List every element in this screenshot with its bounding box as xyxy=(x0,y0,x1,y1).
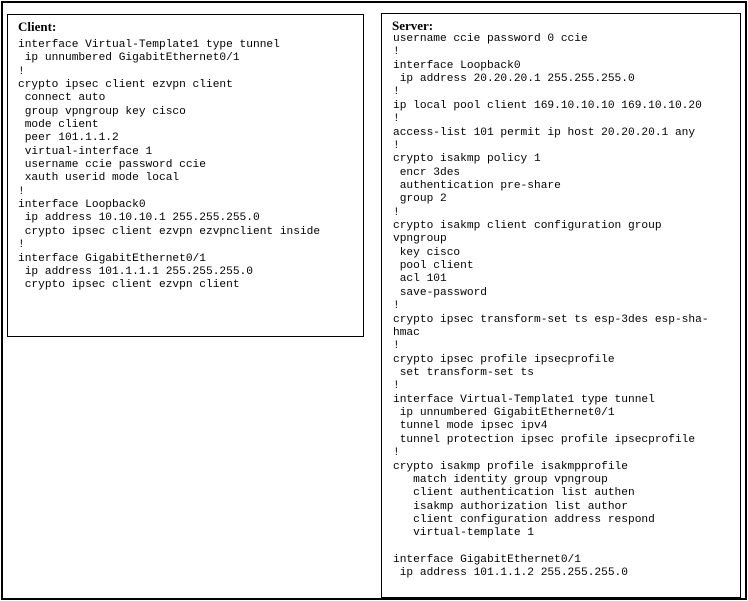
client-title: Client: xyxy=(18,19,57,34)
config-line: crypto ipsec client ezvpn client xyxy=(18,279,240,292)
config-line: ip address 20.20.20.1 255.255.255.0 xyxy=(393,73,635,86)
config-line: acl 101 xyxy=(393,273,447,286)
config-line: virtual-interface 1 xyxy=(18,145,153,158)
config-line: username ccie password 0 ccie xyxy=(393,33,588,45)
config-line: crypto ipsec profile ipsecprofile xyxy=(393,353,615,366)
config-line: crypto ipsec client ezvpn client xyxy=(18,79,233,92)
config-line: ip unnumbered GigabitEthernet0/1 xyxy=(393,407,615,420)
config-line: save-password xyxy=(393,286,487,299)
config-line: ! xyxy=(18,185,25,198)
config-line: interface GigabitEthernet0/1 xyxy=(393,554,581,567)
config-line: ip unnumbered GigabitEthernet0/1 xyxy=(18,52,240,65)
server-config-code xyxy=(393,33,709,581)
config-line: ip address 10.10.10.1 255.255.255.0 xyxy=(18,212,260,225)
config-line: crypto isakmp profile isakmpprofile xyxy=(393,460,628,473)
config-line: client configuration address respond xyxy=(393,513,655,526)
config-line: interface Loopback0 xyxy=(18,199,146,212)
config-line: group vpngroup key cisco xyxy=(18,105,186,118)
config-line: hmac xyxy=(393,326,420,339)
config-line: ! xyxy=(393,300,400,313)
config-line: ! xyxy=(18,239,25,252)
config-line: pool client xyxy=(393,260,474,273)
config-line: ! xyxy=(393,86,400,99)
config-line: connect auto xyxy=(18,92,106,105)
config-line: ! xyxy=(18,65,25,78)
config-line: xauth userid mode local xyxy=(18,172,180,185)
config-line xyxy=(393,541,709,554)
client-config-panel xyxy=(7,14,364,337)
config-line: key cisco xyxy=(393,246,461,259)
config-line: crypto isakmp policy 1 xyxy=(393,153,541,166)
config-line: ! xyxy=(393,340,400,353)
config-line: interface Virtual-Template1 type tunnel xyxy=(18,39,280,51)
client-config-code xyxy=(18,39,320,293)
config-line: tunnel protection ipsec profile ipsecprofile xyxy=(393,433,696,446)
config-line: ! xyxy=(393,380,400,393)
config-line: crypto isakmp client configuration group xyxy=(393,220,662,233)
config-line: isakmp authorization list author xyxy=(393,500,628,513)
config-line: peer 101.1.1.2 xyxy=(18,132,119,145)
config-line: ! xyxy=(393,113,400,126)
config-line: access-list 101 permit ip host 20.20.20.1 any xyxy=(393,126,696,139)
config-line: username ccie password ccie xyxy=(18,159,206,172)
config-line: crypto ipsec transform-set ts esp-3des esp-sha- xyxy=(393,313,709,326)
config-line: ip address 101.1.1.1 255.255.255.0 xyxy=(18,265,253,278)
config-line: ! xyxy=(393,206,400,219)
config-line: encr 3des xyxy=(393,166,461,179)
config-line: ! xyxy=(393,447,400,460)
config-line: client authentication list authen xyxy=(393,487,635,500)
config-line: ! xyxy=(393,46,400,59)
config-line: set transform-set ts xyxy=(393,366,534,379)
config-line: mode client xyxy=(18,119,99,132)
server-config-panel xyxy=(381,13,741,598)
server-title: Server: xyxy=(392,18,434,33)
config-line: crypto ipsec client ezvpn ezvpnclient inside xyxy=(18,225,321,238)
config-line: ip address 101.1.1.2 255.255.255.0 xyxy=(393,567,628,580)
config-line: interface GigabitEthernet0/1 xyxy=(18,252,206,265)
config-line: group 2 xyxy=(393,193,447,206)
config-line: interface Loopback0 xyxy=(393,59,521,72)
config-line: ! xyxy=(393,139,400,152)
config-line: match identity group vpngroup xyxy=(393,473,608,486)
config-line: authentication pre-share xyxy=(393,179,561,192)
config-line: virtual-template 1 xyxy=(393,527,534,540)
config-line: tunnel mode ipsec ipv4 xyxy=(393,420,548,433)
config-line: vpngroup xyxy=(393,233,447,246)
config-line: interface Virtual-Template1 type tunnel xyxy=(393,393,655,406)
config-line: ip local pool client 169.10.10.10 169.10.10.20 xyxy=(393,99,702,112)
